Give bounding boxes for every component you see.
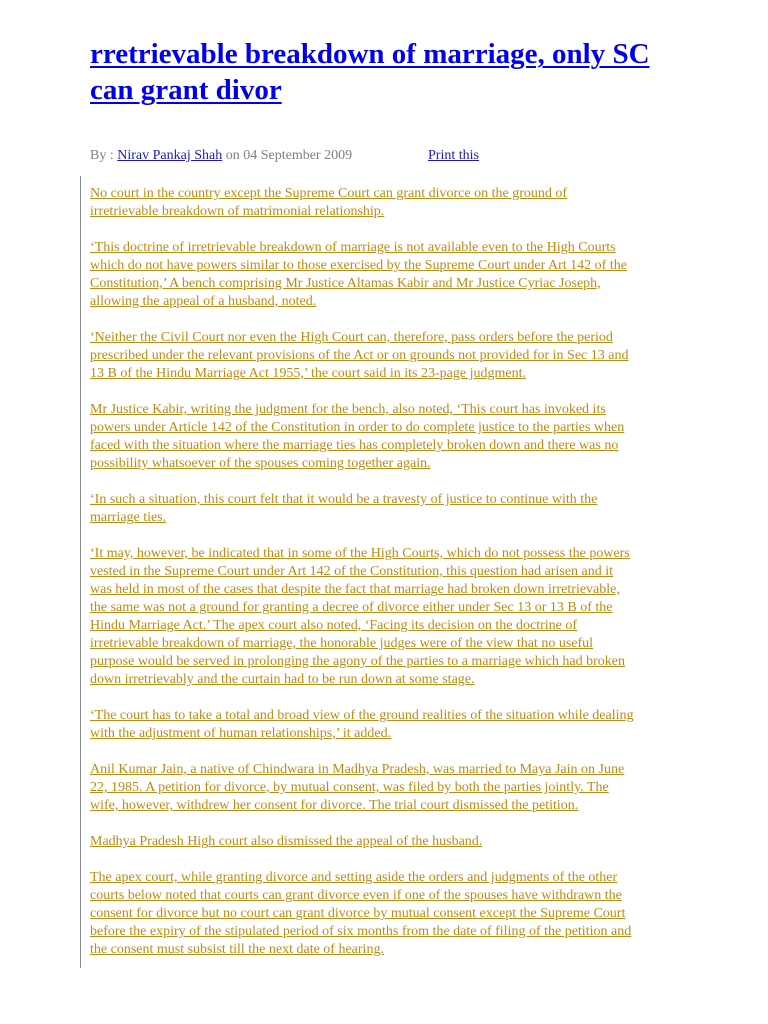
paragraph-line[interactable]: Anil Kumar Jain, a native of Chindwara in Madhya Pradesh, was married to Maya Jain on June <box>90 762 625 777</box>
paragraph-line[interactable]: Mr Justice Kabir, writing the judgment for the bench, also noted, ‘This court has invoked its <box>90 402 606 417</box>
paragraph-line[interactable]: irretrievable breakdown of matrimonial relationship. <box>90 204 385 219</box>
paragraph-line[interactable]: wife, however, withdrew her consent for divorce. The trial court dismissed the petition. <box>90 798 579 813</box>
paragraph-line[interactable]: down irretrievably and the curtain had to be run down at some stage. <box>90 672 475 687</box>
paragraph-line[interactable]: The apex court, while granting divorce and setting aside the orders and judgments of the other <box>90 870 618 885</box>
paragraph-line[interactable]: faced with the situation where the marriage ties has completely broken down and there was no <box>90 438 619 453</box>
paragraph-line[interactable]: 22, 1985. A petition for divorce, by mutual consent, was filed by both the parties jointly. The <box>90 780 609 795</box>
paragraph-line[interactable]: the consent must subsist till the next date of hearing. <box>90 942 384 957</box>
article-paragraph <box>90 239 680 311</box>
paragraph-line[interactable]: with the adjustment of human relationships,’ it added. <box>90 726 392 741</box>
paragraph-line[interactable]: courts below noted that courts can grant divorce even if one of the spouses have withdrawn the <box>90 888 622 903</box>
paragraph-line[interactable]: ‘This doctrine of irretrievable breakdown of marriage is not available even to the High Courts <box>90 240 616 255</box>
paragraph-line[interactable]: ‘In such a situation, this court felt that it would be a travesty of justice to continue with the <box>90 492 598 507</box>
article-title[interactable] <box>90 36 690 108</box>
paragraph-line[interactable]: possibility whatsoever of the spouses coming together again. <box>90 456 431 471</box>
paragraph-line[interactable]: before the expiry of the stipulated period of six months from the date of filing of the petition and <box>90 924 632 939</box>
article-paragraph <box>90 329 680 383</box>
article-title-line: can grant divor <box>90 74 282 106</box>
article-paragraph <box>90 833 680 851</box>
paragraph-line[interactable]: vested in the Supreme Court under Art 142 of the Constitution, this question had arisen and it <box>90 564 613 579</box>
article-paragraph <box>90 545 680 689</box>
left-divider <box>80 176 81 968</box>
article-paragraph <box>90 761 680 815</box>
article-paragraph <box>90 401 680 473</box>
paragraph-line[interactable]: was held in most of the cases that despite the fact that marriage had broken down irretrievable, <box>90 582 620 597</box>
paragraph-line[interactable]: ‘The court has to take a total and broad view of the ground realities of the situation while dealing <box>90 708 634 723</box>
byline <box>90 147 690 165</box>
article-paragraph <box>90 185 680 221</box>
byline-prefix: By : <box>90 148 118 163</box>
paragraph-line[interactable]: allowing the appeal of a husband, noted. <box>90 294 317 309</box>
paragraph-line[interactable]: purpose would be served in prolonging the agony of the parties to a marriage which had broken <box>90 654 625 669</box>
article-body <box>90 185 680 977</box>
paragraph-line[interactable]: consent for divorce but no court can grant divorce by mutual consent except the Supreme Court <box>90 906 626 921</box>
article-paragraph <box>90 869 680 959</box>
paragraph-line[interactable]: Madhya Pradesh High court also dismissed the appeal of the husband. <box>90 834 483 849</box>
article-paragraph <box>90 491 680 527</box>
article-paragraph <box>90 707 680 743</box>
paragraph-line[interactable]: the same was not a ground for granting a decree of divorce either under Sec 13 or 13 B of the <box>90 600 613 615</box>
paragraph-line[interactable]: Hindu Marriage Act.’ The apex court also noted, ‘Facing its decision on the doctrine of <box>90 618 578 633</box>
paragraph-line[interactable]: ‘It may, however, be indicated that in some of the High Courts, which do not possess the powers <box>90 546 630 561</box>
paragraph-line[interactable]: No court in the country except the Supreme Court can grant divorce on the ground of <box>90 186 568 201</box>
paragraph-line[interactable]: Constitution,’ A bench comprising Mr Justice Altamas Kabir and Mr Justice Cyriac Joseph, <box>90 276 601 291</box>
author-link[interactable]: Nirav Pankaj Shah <box>117 148 223 163</box>
paragraph-line[interactable]: powers under Article 142 of the Constitution in order to do complete justice to the parties when <box>90 420 625 435</box>
publish-date: on 04 September 2009 <box>222 148 353 163</box>
paragraph-line[interactable]: ‘Neither the Civil Court nor even the High Court can, therefore, pass orders before the period <box>90 330 613 345</box>
paragraph-line[interactable]: prescribed under the relevant provisions of the Act or on grounds not provided for in Sec 13 and <box>90 348 629 363</box>
article-title-line: rretrievable breakdown of marriage, only SC <box>90 38 650 70</box>
paragraph-line[interactable]: which do not have powers similar to those exercised by the Supreme Court under Art 142 of the <box>90 258 627 273</box>
paragraph-line[interactable]: irretrievable breakdown of marriage, the honorable judges were of the view that no useful <box>90 636 594 651</box>
paragraph-line[interactable]: 13 B of the Hindu Marriage Act 1955,’ the court said in its 23-page judgment. <box>90 366 526 381</box>
print-this-link[interactable]: Print this <box>428 148 479 163</box>
paragraph-line[interactable]: marriage ties. <box>90 510 167 525</box>
